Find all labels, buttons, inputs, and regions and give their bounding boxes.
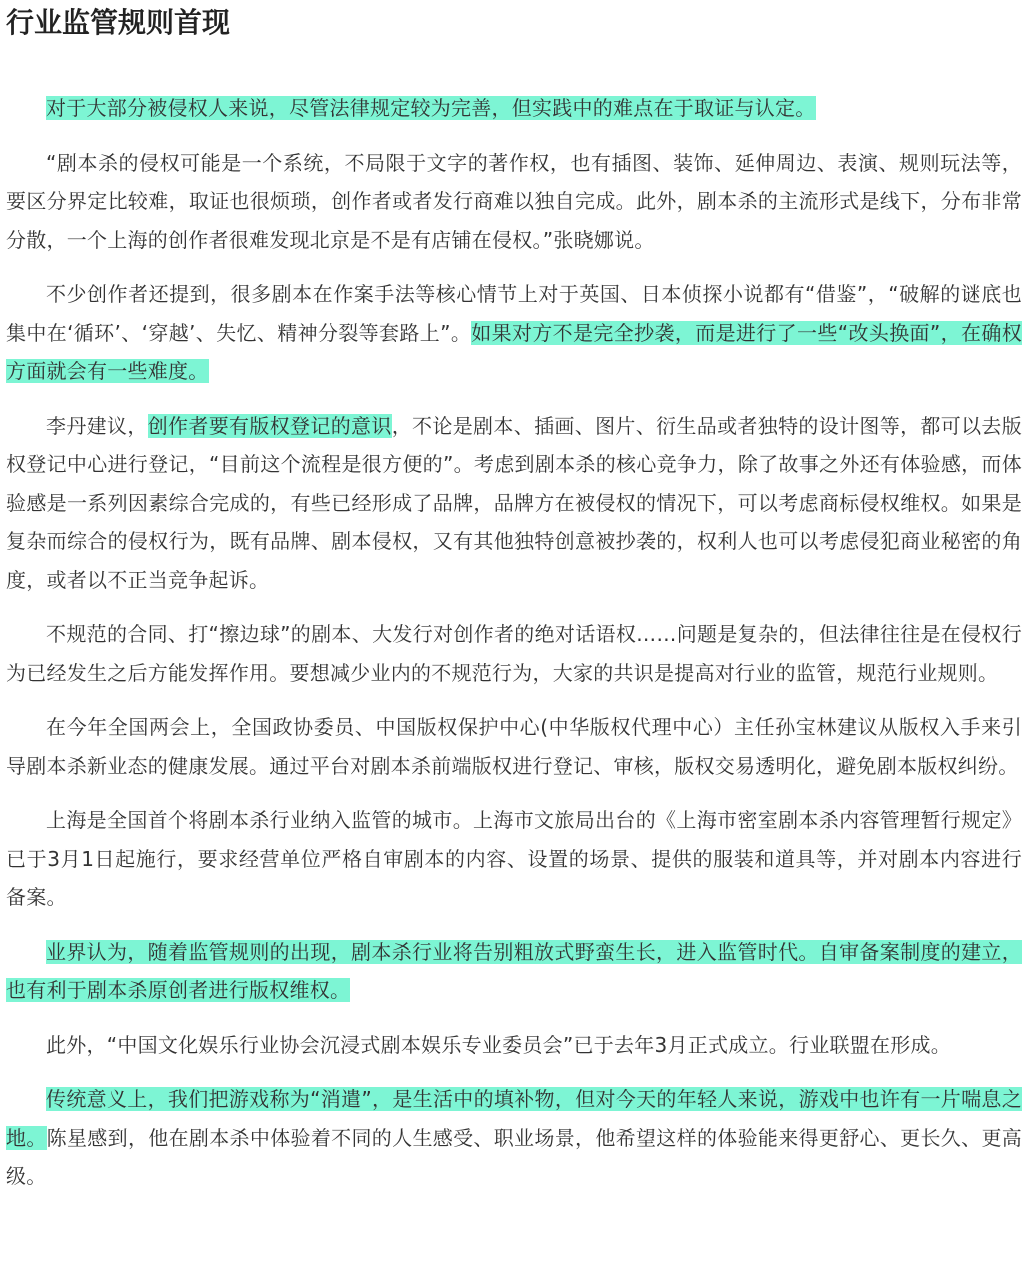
paragraph-text: 在今年全国两会上，全国政协委员、中国版权保护中心(中华版权代理中心）主任孙宝林建议从版权入手来引导剧本杀新业态的健康发展。通过平台对剧本杀前端版权进行登记、审核，版权交易透明化，避免剧本版权纠纷。 (6, 715, 1022, 778)
paragraph-text: 李丹建议， (46, 413, 148, 438)
paragraph-text: 上海是全国首个将剧本杀行业纳入监管的城市。上海市文旅局出台的《上海市密室剧本杀内容管理暂行规定》已于3月1日起施行，要求经营单位严格自审剧本的内容、设置的场景、提供的服装和道具等，并对剧本内容进行备案。 (6, 808, 1022, 909)
paragraph-text: 陈星感到，他在剧本杀中体验着不同的人生感受、职业场景，他希望这样的体验能来得更舒心、更长久、更高级。 (6, 1125, 1023, 1188)
article-paragraph (6, 708, 1022, 785)
article-paragraph (6, 1080, 1022, 1196)
article-paragraph (6, 407, 1022, 600)
article-body (6, 89, 1022, 1212)
highlighted-text: 创作者要有版权登记的意识 (147, 413, 392, 438)
article-title: 行业监管规则首现 (6, 6, 231, 39)
highlighted-text: 如果对方不是完全抄袭，而是进行了一些“改头换面”，在确权方面就会有一些难度。 (6, 320, 1022, 383)
paragraph-text: 此外，“中国文化娱乐行业协会沉浸式剧本娱乐专业委员会”已于去年3月正式成立。行业联盟在形成。 (46, 1032, 951, 1057)
highlighted-text: 业界认为，随着监管规则的出现，剧本杀行业将告别粗放式野蛮生长，进入监管时代。自审备案制度的建立，也有利于剧本杀原创者进行版权维权。 (6, 939, 1022, 1002)
article-paragraph (6, 615, 1022, 692)
article-paragraph (6, 275, 1022, 391)
paragraph-text: 不规范的合同、打“擦边球”的剧本、大发行对创作者的绝对话语权……问题是复杂的，但法律往往是在侵权行为已经发生之后方能发挥作用。要想减少业内的不规范行为，大家的共识是提高对行业的监管，规范行业规则。 (6, 622, 1022, 685)
article-paragraph (6, 1026, 1022, 1065)
paragraph-text: “剧本杀的侵权可能是一个系统，不局限于文字的著作权，也有插图、装饰、延伸周边、表演、规则玩法等，要区分界定比较难，取证也很烦琐，创作者或者发行商难以独自完成。此外，剧本杀的主流形式是线下，分布非常分散，一个上海的创作者很难发现北京是不是有店铺在侵权。”张晓娜说。 (6, 150, 1022, 252)
paragraph-text: 不少创作者还提到，很多剧本在作案手法等核心情节上对于英国、日本侦探小说都有“借鉴”，“破解的谜底也集中在‘循环’、‘穿越’、失忆、精神分裂等套路上”。 (6, 282, 1022, 345)
highlighted-text: 对于大部分被侵权人来说，尽管法律规定较为完善，但实践中的难点在于取证与认定。 (46, 96, 816, 120)
article-paragraph (6, 933, 1022, 1010)
article-paragraph (6, 89, 1022, 128)
article-paragraph (6, 801, 1022, 917)
highlighted-text: 传统意义上，我们把游戏称为“消遣”，是生活中的填补物，但对今天的年轻人来说，游戏中也许有一片喘息之地。 (6, 1087, 1022, 1150)
paragraph-text: ，不论是剧本、插画、图片、衍生品或者独特的设计图等，都可以去版权登记中心进行登记，“目前这个流程是很方便的”。考虑到剧本杀的核心竞争力，除了故事之外还有体验感，而体验感是一系列因素综合完成的，有些已经形成了品牌，品牌方在被侵权的情况下，可以考虑商标侵权维权。如果是复杂而综合的侵权行为，既有品牌、剧本侵权，又有其他独特创意被抄袭的，权利人也可以考虑侵犯商业秘密的角度，或者以不正当竞争起诉。 (6, 413, 1023, 592)
article-paragraph (6, 144, 1022, 260)
